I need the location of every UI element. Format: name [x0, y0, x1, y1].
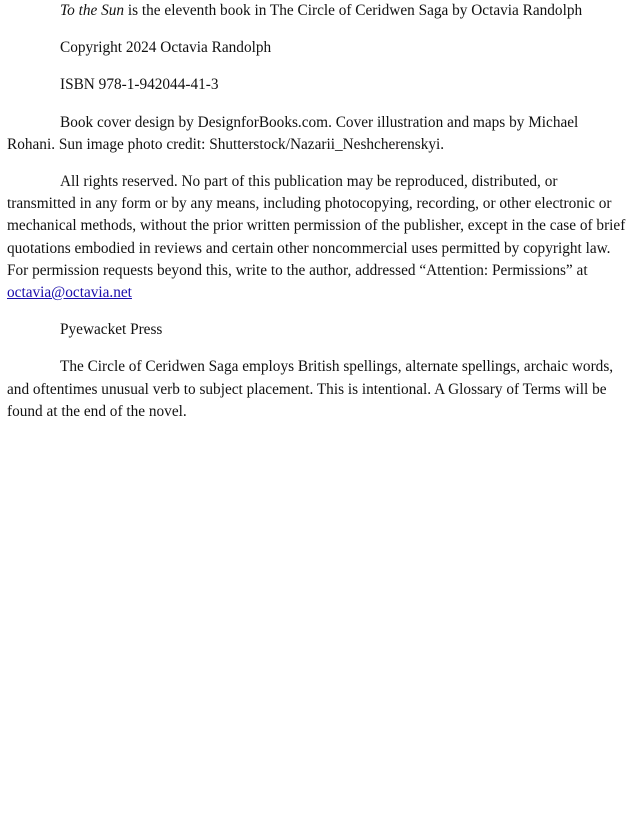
rights-text: All rights reserved. No part of this publication may be reproduced, distributed, or transmitted in any form or by any means, including photocopying, recording, or other electronic or mechanical methods, without the prior written permission of the publisher, except in the case of brief quotations embodied in reviews and certain other noncommercial uses permitted by copyright law. For permission requests beyond this, write to the author, addressed “Attention: Permissions” at	[7, 173, 626, 279]
author-email-link[interactable]: octavia@octavia.net	[7, 284, 132, 302]
credits-paragraph: Book cover design by DesignforBooks.com. Cover illustration and maps by Michael Rohani. Sun image photo credit: Shutterstock/Nazarii_Neshcherenskyi.	[7, 113, 579, 153]
spelling-note: The Circle of Ceridwen Saga employs British spellings, alternate spellings, archaic words, and oftentimes unusual verb to subject placement. This is intentional. A Glossary of Terms will be found at the end of the novel.	[7, 358, 614, 420]
book-title: To the Sun	[60, 2, 125, 19]
rights-paragraph	[7, 171, 627, 304]
publisher-name: Pyewacket Press	[60, 321, 163, 339]
copyright-notice: Copyright 2024 Octavia Randolph	[60, 39, 272, 57]
copyright-page	[7, 0, 627, 423]
isbn-line: ISBN 978-1-942044-41-3	[60, 76, 219, 94]
title-line-text: is the eleventh book in The Circle of Ceridwen Saga by Octavia Randolph	[124, 2, 583, 19]
title-line	[7, 0, 627, 22]
